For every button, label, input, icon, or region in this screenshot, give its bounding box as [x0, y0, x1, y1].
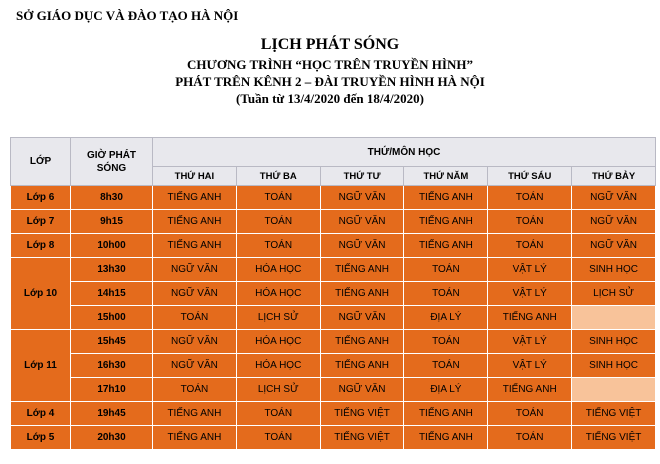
- class-cell: Lớp 10: [11, 258, 71, 330]
- subject-cell: NGỮ VĂN: [153, 354, 237, 378]
- table-row: [11, 378, 656, 402]
- class-cell: Lớp 11: [11, 330, 71, 402]
- subject-cell: ĐỊA LÝ: [404, 378, 488, 402]
- column-header-time: GIỜ PHÁT SÓNG: [71, 138, 153, 186]
- time-cell: 17h10: [71, 378, 153, 402]
- table-row: [11, 234, 656, 258]
- subject-cell: TOÁN: [488, 186, 572, 210]
- subject-cell: NGỮ VĂN: [572, 210, 656, 234]
- department-name: SỞ GIÁO DỤC VÀ ĐÀO TẠO HÀ NỘI: [16, 8, 239, 23]
- subject-cell: TIẾNG ANH: [488, 378, 572, 402]
- class-cell: Lớp 8: [11, 234, 71, 258]
- subject-cell: TIẾNG ANH: [153, 210, 237, 234]
- subject-cell: NGỮ VĂN: [320, 210, 404, 234]
- subject-cell: NGỮ VĂN: [572, 234, 656, 258]
- time-cell: 15h45: [71, 330, 153, 354]
- column-header-days-group: THỨ/MÔN HỌC: [153, 138, 656, 167]
- subject-cell: NGỮ VĂN: [320, 378, 404, 402]
- class-cell: Lớp 6: [11, 186, 71, 210]
- subject-cell: TIẾNG ANH: [404, 234, 488, 258]
- subject-cell: HÓA HỌC: [236, 282, 320, 306]
- subject-cell: LỊCH SỬ: [236, 378, 320, 402]
- subject-cell: TIẾNG ANH: [320, 354, 404, 378]
- subject-cell: VẬT LÝ: [488, 282, 572, 306]
- subject-cell: TOÁN: [236, 186, 320, 210]
- subject-cell: TOÁN: [404, 354, 488, 378]
- subject-cell: TIẾNG ANH: [320, 282, 404, 306]
- time-cell: 15h00: [71, 306, 153, 330]
- subject-cell: TIẾNG VIỆT: [572, 426, 656, 450]
- empty-subject-cell: [572, 378, 656, 402]
- time-cell: 14h15: [71, 282, 153, 306]
- subject-cell: TIẾNG ANH: [404, 186, 488, 210]
- subject-cell: HÓA HỌC: [236, 330, 320, 354]
- subject-cell: TIẾNG ANH: [153, 186, 237, 210]
- subject-cell: TOÁN: [236, 210, 320, 234]
- subject-cell: LỊCH SỬ: [236, 306, 320, 330]
- page-title: LỊCH PHÁT SÓNG: [260, 36, 400, 53]
- subject-cell: NGỮ VĂN: [153, 282, 237, 306]
- subject-cell: SINH HỌC: [572, 330, 656, 354]
- program-subtitle: CHƯƠNG TRÌNH “HỌC TRÊN TRUYỀN HÌNH”: [187, 57, 473, 72]
- subject-cell: TIẾNG ANH: [320, 258, 404, 282]
- subject-cell: VẬT LÝ: [488, 354, 572, 378]
- subject-cell: TOÁN: [404, 330, 488, 354]
- time-cell: 8h30: [71, 186, 153, 210]
- subject-cell: TIẾNG ANH: [153, 426, 237, 450]
- day-header: THỨ BA: [236, 167, 320, 186]
- table-row: [11, 426, 656, 450]
- time-cell: 20h30: [71, 426, 153, 450]
- table-row: [11, 402, 656, 426]
- subject-cell: TIẾNG ANH: [320, 330, 404, 354]
- subject-cell: NGỮ VĂN: [153, 330, 237, 354]
- class-cell: Lớp 7: [11, 210, 71, 234]
- channel-line: PHÁT TRÊN KÊNH 2 – ĐÀI TRUYỀN HÌNH HÀ NỘI: [175, 74, 485, 89]
- subject-cell: NGỮ VĂN: [572, 186, 656, 210]
- subject-cell: TIẾNG ANH: [404, 210, 488, 234]
- subject-cell: LỊCH SỬ: [572, 282, 656, 306]
- class-cell: Lớp 4: [11, 402, 71, 426]
- subject-cell: NGỮ VĂN: [320, 306, 404, 330]
- table-row: [11, 258, 656, 282]
- subject-cell: VẬT LÝ: [488, 258, 572, 282]
- subject-cell: TOÁN: [488, 234, 572, 258]
- subject-cell: TIẾNG ANH: [153, 402, 237, 426]
- subject-cell: TIẾNG ANH: [404, 402, 488, 426]
- subject-cell: NGỮ VĂN: [320, 234, 404, 258]
- table-row: [11, 330, 656, 354]
- subject-cell: TOÁN: [236, 402, 320, 426]
- subject-cell: HÓA HỌC: [236, 354, 320, 378]
- subject-cell: HÓA HỌC: [236, 258, 320, 282]
- day-header: THỨ NĂM: [404, 167, 488, 186]
- title-block: [0, 34, 660, 107]
- day-header: THỨ TƯ: [320, 167, 404, 186]
- subject-cell: TIẾNG ANH: [404, 426, 488, 450]
- class-cell: Lớp 5: [11, 426, 71, 450]
- subject-cell: TOÁN: [236, 234, 320, 258]
- subject-cell: SINH HỌC: [572, 354, 656, 378]
- subject-cell: TIẾNG VIỆT: [320, 402, 404, 426]
- subject-cell: TOÁN: [153, 306, 237, 330]
- table-row: [11, 306, 656, 330]
- subject-cell: TIẾNG VIỆT: [320, 426, 404, 450]
- time-cell: 9h15: [71, 210, 153, 234]
- column-header-class: LỚP: [11, 138, 71, 186]
- broadcast-schedule-table: [10, 137, 656, 450]
- day-header: THỨ HAI: [153, 167, 237, 186]
- day-header: THỨ SÁU: [488, 167, 572, 186]
- subject-cell: TOÁN: [488, 210, 572, 234]
- subject-cell: TOÁN: [236, 426, 320, 450]
- time-cell: 13h30: [71, 258, 153, 282]
- subject-cell: TOÁN: [404, 282, 488, 306]
- empty-subject-cell: [572, 306, 656, 330]
- table-row: [11, 282, 656, 306]
- subject-cell: TOÁN: [488, 426, 572, 450]
- subject-cell: NGỮ VĂN: [153, 258, 237, 282]
- subject-cell: SINH HỌC: [572, 258, 656, 282]
- subject-cell: TOÁN: [404, 258, 488, 282]
- table-row: [11, 186, 656, 210]
- subject-cell: TIẾNG ANH: [488, 306, 572, 330]
- time-cell: 19h45: [71, 402, 153, 426]
- subject-cell: TIẾNG ANH: [153, 234, 237, 258]
- week-range: (Tuần từ 13/4/2020 đến 18/4/2020): [236, 91, 424, 106]
- subject-cell: NGỮ VĂN: [320, 186, 404, 210]
- subject-cell: ĐỊA LÝ: [404, 306, 488, 330]
- subject-cell: VẬT LÝ: [488, 330, 572, 354]
- time-cell: 16h30: [71, 354, 153, 378]
- table-row: [11, 354, 656, 378]
- day-header: THỨ BẢY: [572, 167, 656, 186]
- subject-cell: TOÁN: [488, 402, 572, 426]
- subject-cell: TOÁN: [153, 378, 237, 402]
- subject-cell: TIẾNG VIỆT: [572, 402, 656, 426]
- schedule-body: [11, 186, 656, 450]
- time-cell: 10h00: [71, 234, 153, 258]
- table-row: [11, 210, 656, 234]
